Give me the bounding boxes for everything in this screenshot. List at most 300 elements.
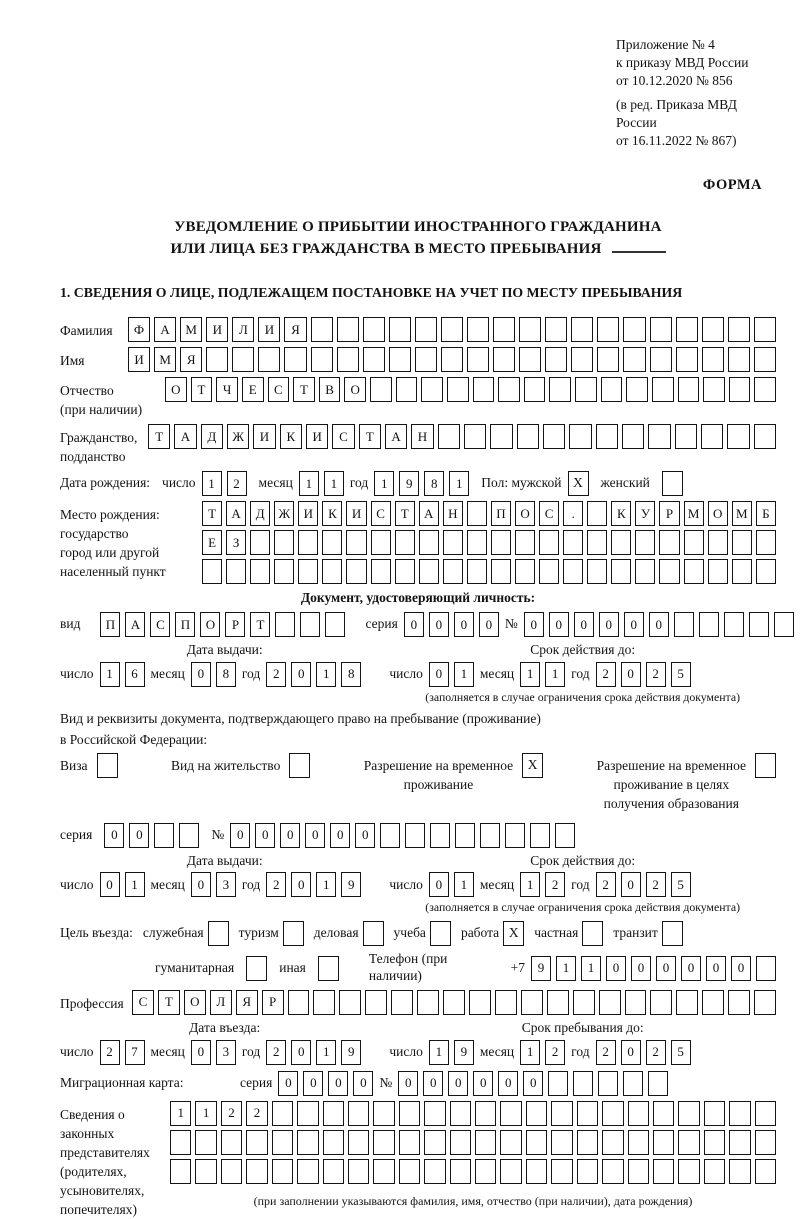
char-cell[interactable] xyxy=(202,559,222,584)
char-cell[interactable]: 0 xyxy=(606,956,626,981)
char-cell[interactable] xyxy=(587,559,607,584)
char-cell[interactable] xyxy=(337,317,359,342)
char-cell[interactable] xyxy=(625,990,647,1015)
char-cell[interactable]: Р xyxy=(262,990,284,1015)
char-cell[interactable] xyxy=(274,530,294,555)
char-cell[interactable] xyxy=(754,347,776,372)
char-cell[interactable] xyxy=(373,1130,394,1155)
char-cell[interactable] xyxy=(635,530,655,555)
char-cell[interactable] xyxy=(587,530,607,555)
char-cell[interactable] xyxy=(729,1159,750,1184)
char-cell[interactable]: Ж xyxy=(274,501,294,526)
purpose-tourism-checkbox[interactable] xyxy=(283,921,304,946)
char-cell[interactable] xyxy=(424,1101,445,1126)
char-cell[interactable]: 0 xyxy=(681,956,701,981)
char-cell[interactable] xyxy=(577,1101,598,1126)
char-cell[interactable]: С xyxy=(539,501,559,526)
char-cell[interactable]: 0 xyxy=(599,612,619,637)
char-cell[interactable]: 2 xyxy=(596,662,616,687)
char-cell[interactable] xyxy=(421,377,443,402)
char-cell[interactable] xyxy=(659,530,679,555)
char-cell[interactable]: Л xyxy=(210,990,232,1015)
char-cell[interactable] xyxy=(389,347,411,372)
char-cell[interactable]: 0 xyxy=(191,1040,211,1065)
char-cell[interactable] xyxy=(573,990,595,1015)
visa-checkbox[interactable] xyxy=(97,753,118,778)
char-cell[interactable] xyxy=(415,347,437,372)
char-cell[interactable] xyxy=(563,530,583,555)
char-cell[interactable] xyxy=(419,530,439,555)
char-cell[interactable] xyxy=(441,317,463,342)
char-cell[interactable] xyxy=(571,347,593,372)
char-cell[interactable] xyxy=(702,990,724,1015)
char-cell[interactable]: 0 xyxy=(191,662,211,687)
char-cell[interactable] xyxy=(650,317,672,342)
char-cell[interactable] xyxy=(371,559,391,584)
char-cell[interactable] xyxy=(450,1159,471,1184)
char-cell[interactable] xyxy=(755,1101,776,1126)
char-cell[interactable] xyxy=(395,559,415,584)
char-cell[interactable]: 0 xyxy=(621,1040,641,1065)
char-cell[interactable]: 2 xyxy=(266,1040,286,1065)
char-cell[interactable]: 0 xyxy=(649,612,669,637)
char-cell[interactable]: 2 xyxy=(545,872,565,897)
char-cell[interactable]: 1 xyxy=(316,662,336,687)
char-cell[interactable]: 0 xyxy=(303,1071,323,1096)
char-cell[interactable] xyxy=(555,823,575,848)
char-cell[interactable] xyxy=(371,530,391,555)
char-cell[interactable] xyxy=(363,317,385,342)
char-cell[interactable]: 0 xyxy=(291,662,311,687)
char-cell[interactable]: И xyxy=(298,501,318,526)
char-cell[interactable] xyxy=(702,347,724,372)
char-cell[interactable] xyxy=(622,424,644,449)
char-cell[interactable]: 0 xyxy=(621,872,641,897)
char-cell[interactable]: 1 xyxy=(170,1101,191,1126)
char-cell[interactable] xyxy=(246,1159,267,1184)
char-cell[interactable] xyxy=(702,317,724,342)
char-cell[interactable]: Т xyxy=(359,424,381,449)
char-cell[interactable] xyxy=(675,424,697,449)
char-cell[interactable]: 0 xyxy=(129,823,149,848)
purpose-work-checkbox[interactable]: X xyxy=(503,921,524,946)
char-cell[interactable]: 0 xyxy=(549,612,569,637)
char-cell[interactable] xyxy=(623,347,645,372)
char-cell[interactable] xyxy=(275,612,295,637)
char-cell[interactable]: 3 xyxy=(216,872,236,897)
char-cell[interactable] xyxy=(491,559,511,584)
char-cell[interactable]: 0 xyxy=(100,872,120,897)
char-cell[interactable] xyxy=(417,990,439,1015)
char-cell[interactable]: И xyxy=(206,317,228,342)
char-cell[interactable] xyxy=(405,823,425,848)
char-cell[interactable] xyxy=(653,1101,674,1126)
char-cell[interactable] xyxy=(500,1130,521,1155)
char-cell[interactable]: М xyxy=(180,317,202,342)
char-cell[interactable]: 1 xyxy=(449,471,469,496)
char-cell[interactable] xyxy=(346,530,366,555)
char-cell[interactable]: Т xyxy=(191,377,213,402)
char-cell[interactable]: С xyxy=(132,990,154,1015)
char-cell[interactable] xyxy=(676,990,698,1015)
char-cell[interactable]: 0 xyxy=(498,1071,518,1096)
char-cell[interactable] xyxy=(653,1159,674,1184)
char-cell[interactable] xyxy=(464,424,486,449)
char-cell[interactable]: 0 xyxy=(523,1071,543,1096)
char-cell[interactable]: 2 xyxy=(596,1040,616,1065)
char-cell[interactable] xyxy=(419,559,439,584)
char-cell[interactable] xyxy=(298,559,318,584)
char-cell[interactable] xyxy=(611,530,631,555)
char-cell[interactable]: 1 xyxy=(299,471,319,496)
char-cell[interactable] xyxy=(577,1159,598,1184)
char-cell[interactable] xyxy=(601,377,623,402)
char-cell[interactable]: 0 xyxy=(353,1071,373,1096)
char-cell[interactable] xyxy=(311,317,333,342)
char-cell[interactable] xyxy=(728,317,750,342)
char-cell[interactable]: С xyxy=(268,377,290,402)
char-cell[interactable]: Т xyxy=(250,612,270,637)
char-cell[interactable] xyxy=(500,1101,521,1126)
char-cell[interactable] xyxy=(708,559,728,584)
char-cell[interactable] xyxy=(569,424,591,449)
char-cell[interactable]: 1 xyxy=(545,662,565,687)
char-cell[interactable]: Л xyxy=(232,317,254,342)
char-cell[interactable]: 0 xyxy=(404,612,424,637)
char-cell[interactable] xyxy=(370,377,392,402)
char-cell[interactable] xyxy=(602,1101,623,1126)
char-cell[interactable] xyxy=(480,823,500,848)
char-cell[interactable]: О xyxy=(200,612,220,637)
char-cell[interactable]: 0 xyxy=(230,823,250,848)
char-cell[interactable]: М xyxy=(154,347,176,372)
char-cell[interactable]: О xyxy=(165,377,187,402)
char-cell[interactable] xyxy=(226,559,246,584)
char-cell[interactable] xyxy=(348,1101,369,1126)
char-cell[interactable] xyxy=(704,1130,725,1155)
char-cell[interactable] xyxy=(272,1101,293,1126)
char-cell[interactable]: 2 xyxy=(100,1040,120,1065)
char-cell[interactable] xyxy=(297,1130,318,1155)
char-cell[interactable]: 2 xyxy=(246,1101,267,1126)
char-cell[interactable]: 0 xyxy=(574,612,594,637)
char-cell[interactable] xyxy=(415,317,437,342)
char-cell[interactable] xyxy=(399,1159,420,1184)
char-cell[interactable]: 0 xyxy=(448,1071,468,1096)
char-cell[interactable] xyxy=(676,317,698,342)
char-cell[interactable]: 0 xyxy=(624,612,644,637)
char-cell[interactable]: 1 xyxy=(581,956,601,981)
char-cell[interactable]: А xyxy=(226,501,246,526)
char-cell[interactable] xyxy=(430,823,450,848)
char-cell[interactable]: 0 xyxy=(291,1040,311,1065)
char-cell[interactable]: Н xyxy=(443,501,463,526)
char-cell[interactable]: П xyxy=(491,501,511,526)
char-cell[interactable] xyxy=(395,530,415,555)
char-cell[interactable] xyxy=(272,1130,293,1155)
char-cell[interactable] xyxy=(708,530,728,555)
char-cell[interactable] xyxy=(339,990,361,1015)
char-cell[interactable]: 0 xyxy=(423,1071,443,1096)
char-cell[interactable] xyxy=(323,1159,344,1184)
char-cell[interactable]: 1 xyxy=(520,1040,540,1065)
char-cell[interactable] xyxy=(648,424,670,449)
char-cell[interactable] xyxy=(577,1130,598,1155)
char-cell[interactable] xyxy=(549,377,571,402)
char-cell[interactable] xyxy=(348,1130,369,1155)
char-cell[interactable] xyxy=(450,1130,471,1155)
char-cell[interactable]: 0 xyxy=(706,956,726,981)
char-cell[interactable] xyxy=(179,823,199,848)
char-cell[interactable]: П xyxy=(175,612,195,637)
char-cell[interactable] xyxy=(325,612,345,637)
char-cell[interactable]: 2 xyxy=(221,1101,242,1126)
char-cell[interactable] xyxy=(678,377,700,402)
char-cell[interactable] xyxy=(597,317,619,342)
char-cell[interactable] xyxy=(221,1130,242,1155)
char-cell[interactable] xyxy=(195,1130,216,1155)
char-cell[interactable]: 2 xyxy=(227,471,247,496)
char-cell[interactable]: С xyxy=(371,501,391,526)
char-cell[interactable] xyxy=(526,1130,547,1155)
char-cell[interactable] xyxy=(170,1159,191,1184)
purpose-study-checkbox[interactable] xyxy=(430,921,451,946)
char-cell[interactable]: . xyxy=(563,501,583,526)
char-cell[interactable] xyxy=(756,530,776,555)
char-cell[interactable]: 0 xyxy=(191,872,211,897)
purpose-official-checkbox[interactable] xyxy=(208,921,229,946)
char-cell[interactable] xyxy=(597,347,619,372)
char-cell[interactable]: А xyxy=(174,424,196,449)
char-cell[interactable] xyxy=(571,317,593,342)
char-cell[interactable]: Ч xyxy=(216,377,238,402)
char-cell[interactable] xyxy=(676,347,698,372)
char-cell[interactable]: Т xyxy=(395,501,415,526)
char-cell[interactable]: 2 xyxy=(646,1040,666,1065)
char-cell[interactable] xyxy=(755,1159,776,1184)
char-cell[interactable] xyxy=(754,377,776,402)
char-cell[interactable] xyxy=(530,823,550,848)
char-cell[interactable]: 0 xyxy=(429,872,449,897)
char-cell[interactable] xyxy=(170,1130,191,1155)
char-cell[interactable] xyxy=(678,1101,699,1126)
char-cell[interactable] xyxy=(545,317,567,342)
char-cell[interactable] xyxy=(206,347,228,372)
char-cell[interactable] xyxy=(495,990,517,1015)
char-cell[interactable] xyxy=(678,1130,699,1155)
char-cell[interactable] xyxy=(389,317,411,342)
char-cell[interactable]: М xyxy=(684,501,704,526)
char-cell[interactable]: 2 xyxy=(646,662,666,687)
char-cell[interactable]: К xyxy=(611,501,631,526)
char-cell[interactable]: 1 xyxy=(520,662,540,687)
char-cell[interactable]: З xyxy=(226,530,246,555)
char-cell[interactable] xyxy=(195,1159,216,1184)
char-cell[interactable]: 0 xyxy=(305,823,325,848)
char-cell[interactable] xyxy=(363,347,385,372)
char-cell[interactable]: 2 xyxy=(596,872,616,897)
char-cell[interactable] xyxy=(467,530,487,555)
char-cell[interactable] xyxy=(380,823,400,848)
char-cell[interactable]: У xyxy=(635,501,655,526)
char-cell[interactable] xyxy=(515,530,535,555)
char-cell[interactable]: 0 xyxy=(429,662,449,687)
char-cell[interactable] xyxy=(628,1130,649,1155)
char-cell[interactable] xyxy=(755,1130,776,1155)
char-cell[interactable] xyxy=(551,1101,572,1126)
char-cell[interactable]: 9 xyxy=(454,1040,474,1065)
char-cell[interactable] xyxy=(729,1101,750,1126)
char-cell[interactable]: 1 xyxy=(125,872,145,897)
char-cell[interactable]: 0 xyxy=(621,662,641,687)
char-cell[interactable] xyxy=(521,990,543,1015)
char-cell[interactable]: М xyxy=(732,501,752,526)
char-cell[interactable]: 2 xyxy=(646,872,666,897)
char-cell[interactable] xyxy=(517,424,539,449)
char-cell[interactable] xyxy=(678,1159,699,1184)
char-cell[interactable]: 1 xyxy=(454,662,474,687)
char-cell[interactable]: 1 xyxy=(429,1040,449,1065)
char-cell[interactable]: А xyxy=(419,501,439,526)
char-cell[interactable] xyxy=(284,347,306,372)
char-cell[interactable]: 1 xyxy=(374,471,394,496)
char-cell[interactable] xyxy=(573,1071,593,1096)
char-cell[interactable]: 9 xyxy=(341,872,361,897)
male-checkbox[interactable]: X xyxy=(568,471,589,496)
char-cell[interactable]: 0 xyxy=(398,1071,418,1096)
char-cell[interactable]: 8 xyxy=(424,471,444,496)
temporary-residence-education-checkbox[interactable] xyxy=(755,753,776,778)
char-cell[interactable] xyxy=(467,347,489,372)
char-cell[interactable] xyxy=(756,956,776,981)
char-cell[interactable] xyxy=(684,530,704,555)
char-cell[interactable] xyxy=(490,424,512,449)
char-cell[interactable] xyxy=(365,990,387,1015)
char-cell[interactable] xyxy=(539,530,559,555)
char-cell[interactable]: 2 xyxy=(266,872,286,897)
char-cell[interactable] xyxy=(543,424,565,449)
char-cell[interactable]: 3 xyxy=(216,1040,236,1065)
char-cell[interactable] xyxy=(749,612,769,637)
char-cell[interactable] xyxy=(491,530,511,555)
char-cell[interactable] xyxy=(322,559,342,584)
char-cell[interactable] xyxy=(732,530,752,555)
char-cell[interactable]: 5 xyxy=(671,872,691,897)
char-cell[interactable] xyxy=(399,1101,420,1126)
female-checkbox[interactable] xyxy=(662,471,683,496)
char-cell[interactable]: А xyxy=(154,317,176,342)
char-cell[interactable] xyxy=(154,823,174,848)
char-cell[interactable]: Б xyxy=(756,501,776,526)
char-cell[interactable] xyxy=(635,559,655,584)
char-cell[interactable]: 0 xyxy=(280,823,300,848)
char-cell[interactable] xyxy=(551,1130,572,1155)
char-cell[interactable]: Р xyxy=(659,501,679,526)
char-cell[interactable] xyxy=(475,1101,496,1126)
char-cell[interactable]: 0 xyxy=(278,1071,298,1096)
char-cell[interactable] xyxy=(396,377,418,402)
char-cell[interactable] xyxy=(399,1130,420,1155)
char-cell[interactable] xyxy=(246,1130,267,1155)
char-cell[interactable] xyxy=(473,377,495,402)
char-cell[interactable] xyxy=(703,377,725,402)
char-cell[interactable] xyxy=(653,1130,674,1155)
char-cell[interactable]: С xyxy=(150,612,170,637)
char-cell[interactable] xyxy=(469,990,491,1015)
char-cell[interactable] xyxy=(602,1130,623,1155)
char-cell[interactable] xyxy=(438,424,460,449)
char-cell[interactable] xyxy=(391,990,413,1015)
char-cell[interactable] xyxy=(493,347,515,372)
char-cell[interactable] xyxy=(467,501,487,526)
char-cell[interactable] xyxy=(652,377,674,402)
char-cell[interactable] xyxy=(623,317,645,342)
char-cell[interactable] xyxy=(505,823,525,848)
char-cell[interactable]: О xyxy=(344,377,366,402)
char-cell[interactable]: Т xyxy=(202,501,222,526)
char-cell[interactable]: П xyxy=(100,612,120,637)
char-cell[interactable] xyxy=(729,377,751,402)
char-cell[interactable] xyxy=(337,347,359,372)
char-cell[interactable]: 1 xyxy=(316,1040,336,1065)
char-cell[interactable]: Я xyxy=(236,990,258,1015)
char-cell[interactable]: 0 xyxy=(479,612,499,637)
char-cell[interactable] xyxy=(373,1159,394,1184)
char-cell[interactable] xyxy=(322,530,342,555)
char-cell[interactable]: И xyxy=(253,424,275,449)
char-cell[interactable]: О xyxy=(515,501,535,526)
char-cell[interactable] xyxy=(563,559,583,584)
purpose-private-checkbox[interactable] xyxy=(582,921,603,946)
purpose-humanitarian-checkbox[interactable] xyxy=(246,956,267,981)
char-cell[interactable]: Т xyxy=(148,424,170,449)
char-cell[interactable] xyxy=(754,317,776,342)
char-cell[interactable] xyxy=(684,559,704,584)
char-cell[interactable]: К xyxy=(280,424,302,449)
char-cell[interactable] xyxy=(443,990,465,1015)
char-cell[interactable] xyxy=(611,559,631,584)
char-cell[interactable]: 0 xyxy=(524,612,544,637)
char-cell[interactable]: Е xyxy=(242,377,264,402)
char-cell[interactable] xyxy=(756,559,776,584)
char-cell[interactable] xyxy=(728,990,750,1015)
char-cell[interactable] xyxy=(524,377,546,402)
char-cell[interactable] xyxy=(659,559,679,584)
char-cell[interactable]: 1 xyxy=(556,956,576,981)
char-cell[interactable] xyxy=(727,424,749,449)
char-cell[interactable] xyxy=(519,347,541,372)
char-cell[interactable]: 1 xyxy=(202,471,222,496)
purpose-other-checkbox[interactable] xyxy=(318,956,339,981)
char-cell[interactable] xyxy=(298,530,318,555)
char-cell[interactable]: К xyxy=(322,501,342,526)
char-cell[interactable] xyxy=(650,347,672,372)
char-cell[interactable] xyxy=(650,990,672,1015)
char-cell[interactable] xyxy=(526,1101,547,1126)
char-cell[interactable]: 0 xyxy=(255,823,275,848)
char-cell[interactable]: И xyxy=(346,501,366,526)
char-cell[interactable] xyxy=(628,1159,649,1184)
char-cell[interactable]: 0 xyxy=(631,956,651,981)
char-cell[interactable] xyxy=(774,612,794,637)
char-cell[interactable] xyxy=(724,612,744,637)
char-cell[interactable] xyxy=(704,1101,725,1126)
char-cell[interactable]: Ф xyxy=(128,317,150,342)
char-cell[interactable]: И xyxy=(258,317,280,342)
char-cell[interactable] xyxy=(729,1130,750,1155)
char-cell[interactable] xyxy=(539,559,559,584)
char-cell[interactable]: 8 xyxy=(341,662,361,687)
